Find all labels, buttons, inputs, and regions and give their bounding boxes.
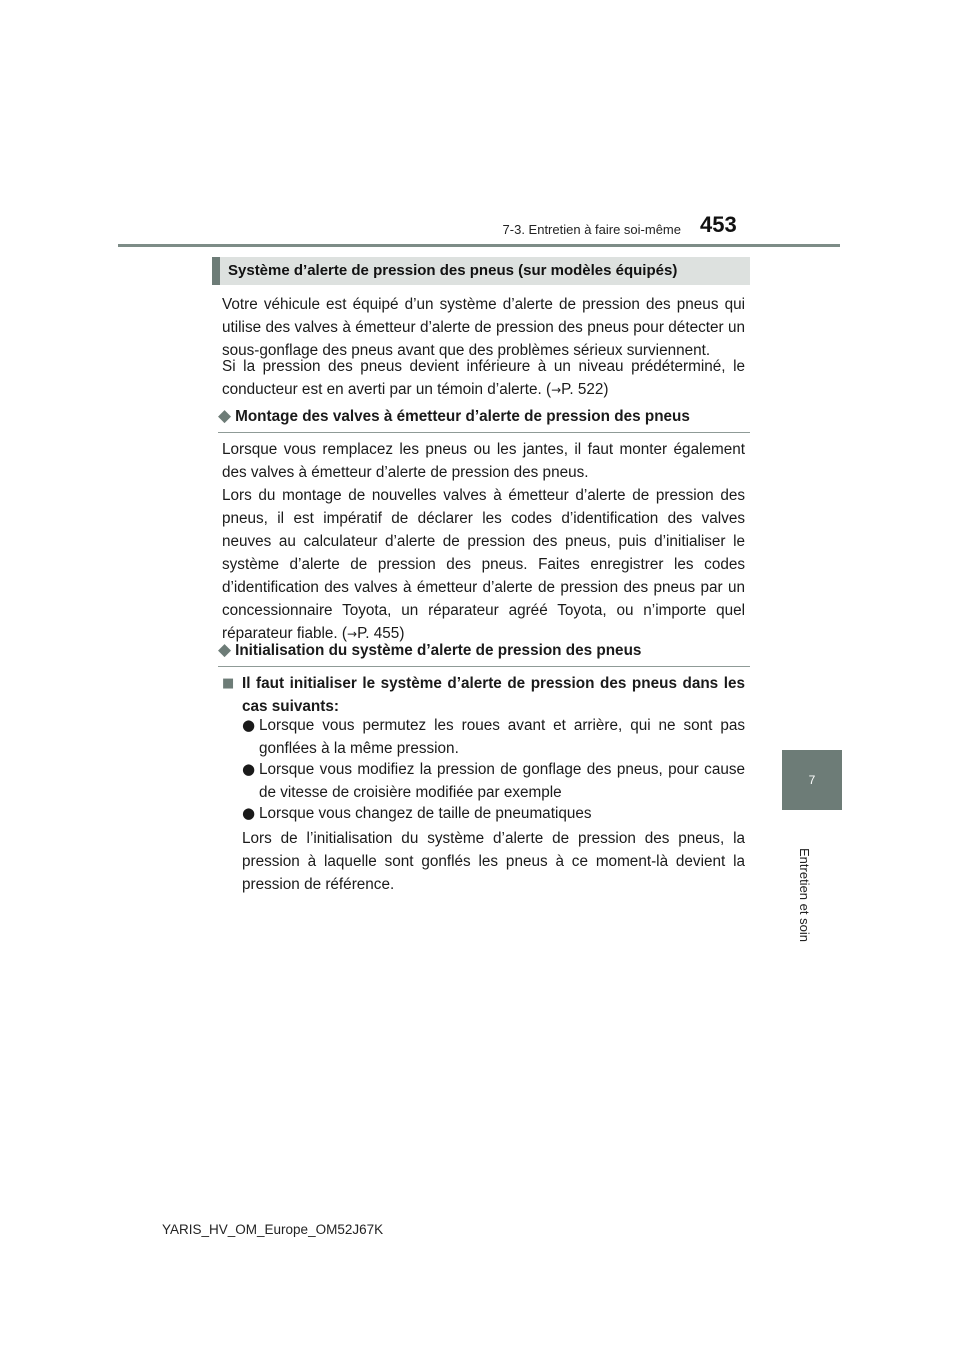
running-header-section: 7-3. Entretien à faire soi-même xyxy=(502,222,681,237)
subsection-title-montage: ◆ Montage des valves à émetteur d’alerte de pression des pneus xyxy=(218,406,750,433)
header-rule xyxy=(118,244,840,247)
diamond-icon: ◆ xyxy=(218,406,232,426)
montage-paragraph-reference: Lors du montage de nouvelles valves à émetteur d’alerte de pression des pneus, il est impératif de déclarer les codes d’identification des valves neuves au calculateur d’alerte de pression des pneus, puis d’initialiser le système d’alerte de pression des pneus. Faites enregistrer les codes d’identification des valves à émetteur d’alerte de pression des pneus par un concessionnaire Toyota, un réparateur agréé Toyota, ou n’importe quel réparateur fiable. (→P. 455) xyxy=(222,487,745,642)
page-number: 453 xyxy=(700,212,737,237)
arrow-right-icon: → xyxy=(551,383,562,397)
page-reference-link[interactable]: P. 522) xyxy=(561,381,609,398)
diamond-icon: ◆ xyxy=(218,640,232,660)
list-item: ● Lorsque vous changez de taille de pneumatiques xyxy=(242,802,745,825)
montage-paragraph: Lorsque vous remplacez les pneus ou les jantes, il faut monter également des valves à émetteur d’alerte de pression des pneus. xyxy=(222,441,745,481)
list-item: ● Lorsque vous permutez les roues avant et arrière, qui ne sont pas gonflées à la même pression. xyxy=(242,716,745,757)
document-code-footer: YARIS_HV_OM_Europe_OM52J67K xyxy=(162,1222,384,1237)
round-bullet-icon: ● xyxy=(242,760,256,778)
chapter-title-vertical: Entretien et soin xyxy=(797,848,812,942)
round-bullet-icon: ● xyxy=(242,716,256,734)
chapter-tab: 7 xyxy=(782,750,842,810)
arrow-right-icon: → xyxy=(347,627,358,641)
initialisation-note: Lors de l’initialisation du système d’alerte de pression des pneus, la pression à laquelle sont gonflés les pneus à ce moment-là devient la pression de référence. xyxy=(242,830,745,893)
page-reference-link[interactable]: P. 455) xyxy=(357,625,405,642)
subsection-title-initialisation: ◆ Initialisation du système d’alerte de pression des pneus xyxy=(218,640,750,667)
round-bullet-icon: ● xyxy=(242,804,256,822)
section-title: Système d’alerte de pression des pneus (sur modèles équipés) xyxy=(212,257,750,285)
intro-paragraph: Votre véhicule est équipé d’un système d’alerte de pression des pneus qui utilise des valves à émetteur d’alerte de pression des pneus pour détecter un sous-gonflage des pneus avant que des problèmes sérieux surviennent. xyxy=(222,296,745,359)
intro-paragraph-reference: Si la pression des pneus devient inférieure à un niveau prédéterminé, le conducteur est en averti par un témoin d’alerte. (→P. 522) xyxy=(222,358,745,398)
list-item: ● Lorsque vous modifiez la pression de gonflage des pneus, pour cause de vitesse de croisière modifiée par exemple xyxy=(242,760,745,801)
case-title: ■ Il faut initialiser le système d’alerte de pression des pneus dans les cas suivants: xyxy=(222,672,745,718)
square-bullet-icon: ■ xyxy=(222,676,235,691)
